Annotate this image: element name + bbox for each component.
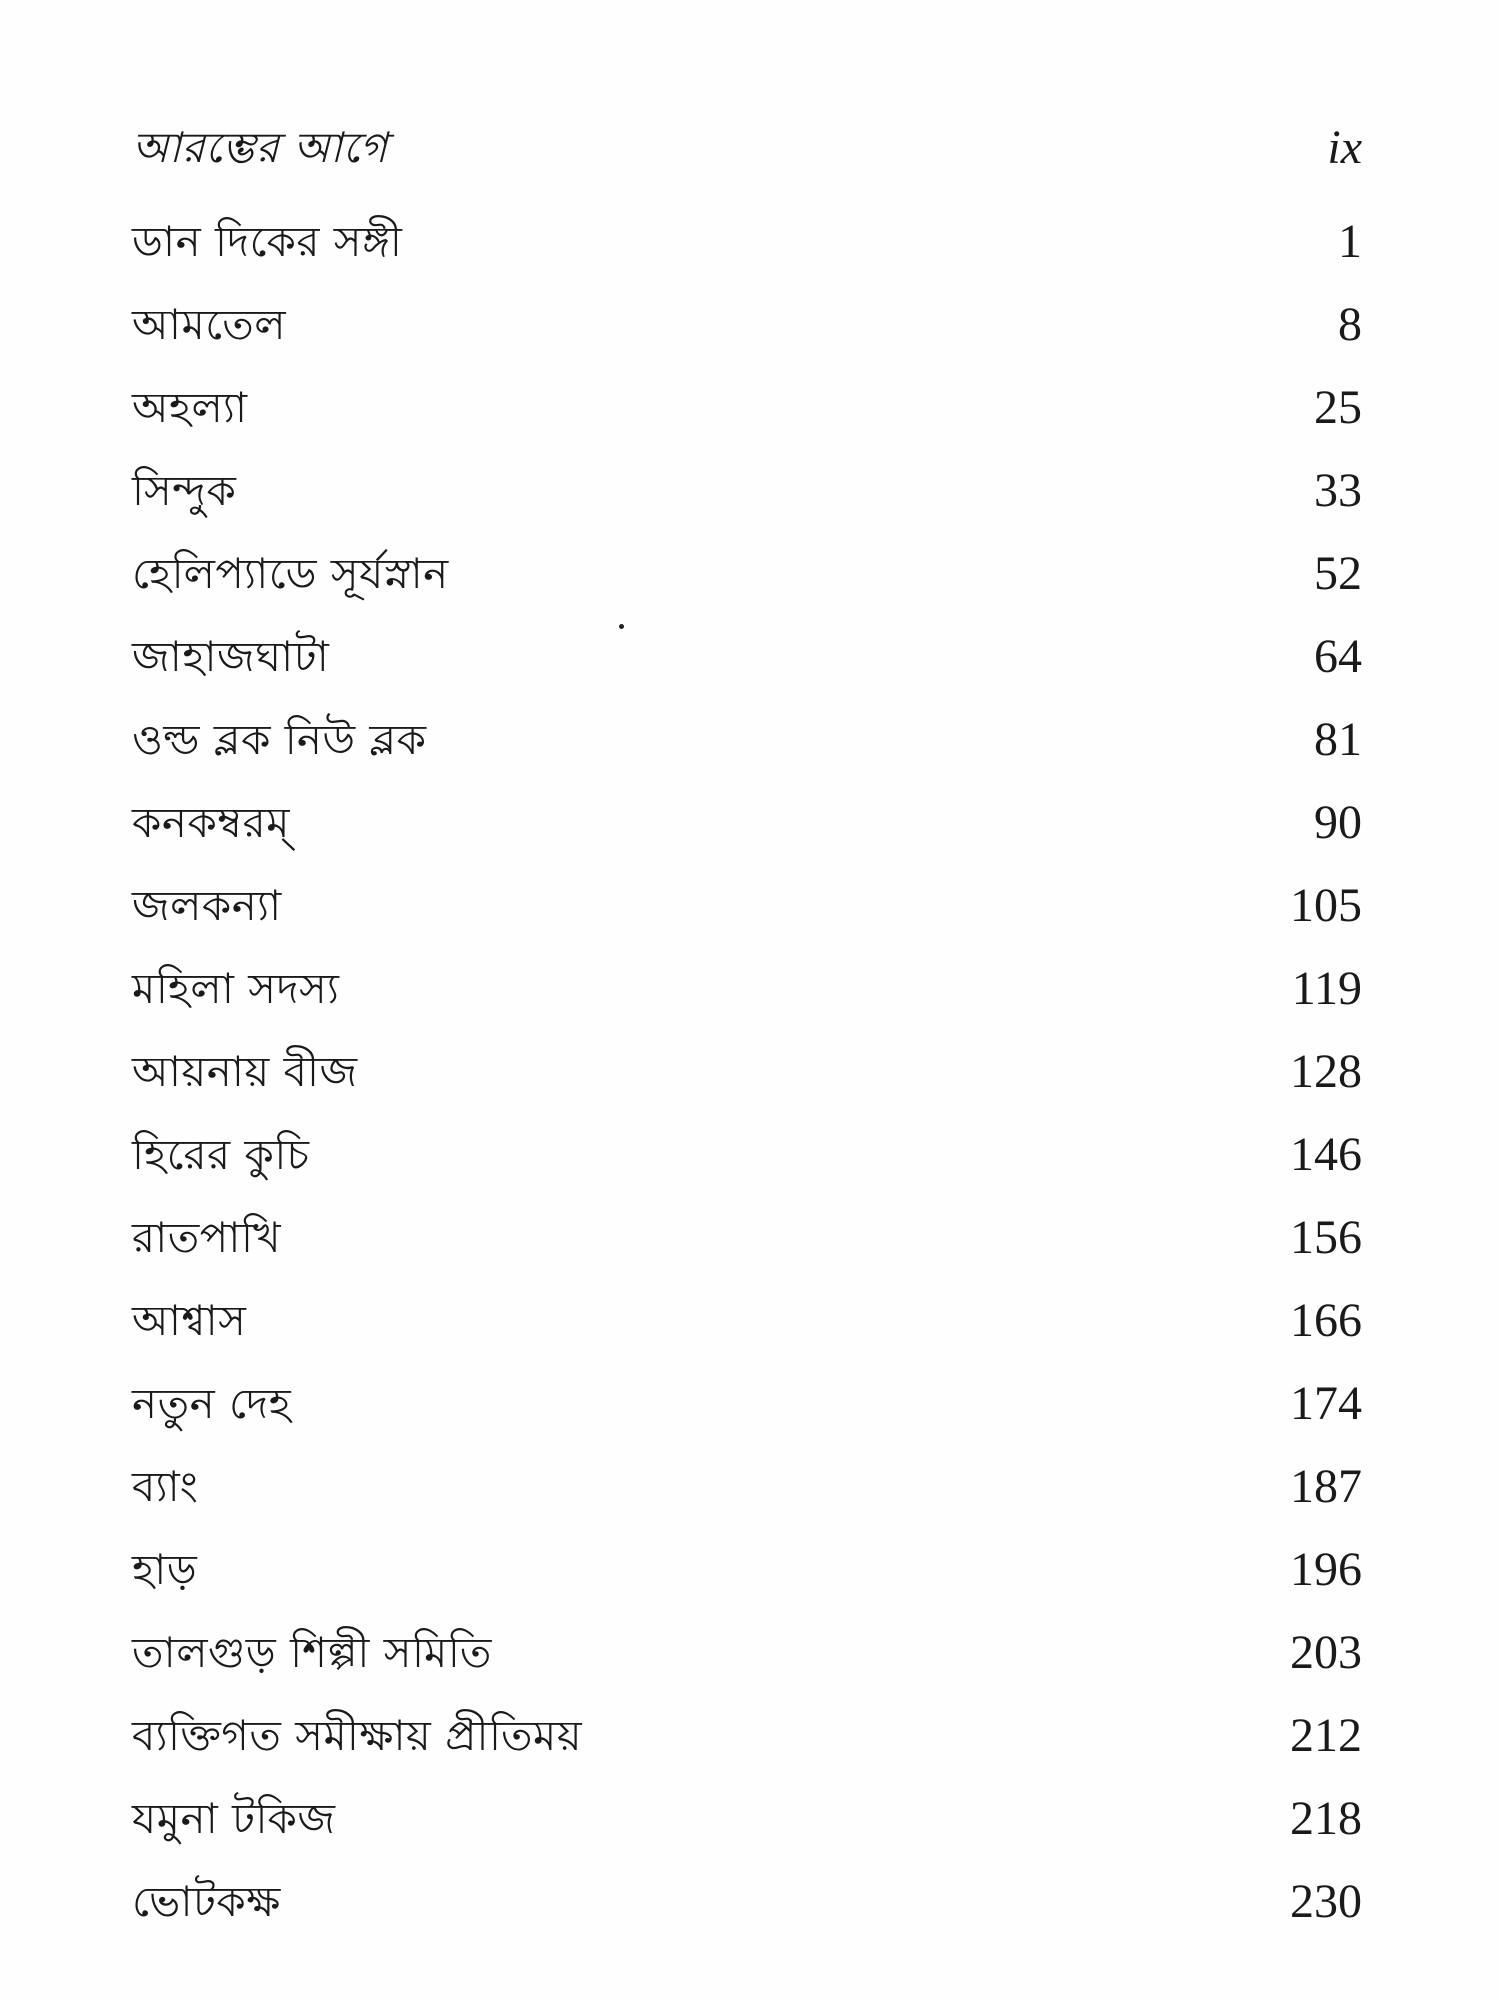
toc-entry (132, 864, 1362, 947)
toc-entry-page: 230 (1290, 1874, 1362, 1928)
toc-entry (132, 1445, 1362, 1528)
toc-entry-title: ভোটকক্ষ (132, 1876, 281, 1926)
toc-entry (132, 532, 1362, 615)
toc-entry-title: যমুনা টকিজ (132, 1793, 336, 1843)
toc-entry-title: আমতেল (132, 299, 286, 349)
toc-entry-page: 166 (1290, 1293, 1362, 1347)
toc-entry (132, 1611, 1362, 1694)
toc-entry-title: কনকম্বরম্ (132, 797, 291, 847)
toc-entry-title: ব্যক্তিগত সমীক্ষায় প্রীতিময় (132, 1710, 583, 1760)
toc-entry (132, 283, 1362, 366)
toc-entry-page: 33 (1314, 463, 1362, 517)
toc-entry-page: 25 (1314, 380, 1362, 434)
toc-entry (132, 1528, 1362, 1611)
toc-entry (132, 449, 1362, 532)
toc-entry-title: ডান দিকের সঙ্গী (132, 216, 403, 266)
toc-entry-page: 119 (1291, 961, 1362, 1015)
toc-entry-page: 105 (1290, 878, 1362, 932)
toc-entry (132, 200, 1362, 283)
toc-entry (132, 1694, 1362, 1777)
toc-entry-preface (132, 112, 1362, 184)
toc-entry-title: আরম্ভের আগে (132, 123, 388, 172)
toc-entry-page: 212 (1290, 1708, 1362, 1762)
toc-entry-title: জলকন্যা (132, 880, 282, 930)
toc-entry (132, 947, 1362, 1030)
toc-entry-page: 203 (1290, 1625, 1362, 1679)
toc-entry-page: 174 (1290, 1376, 1362, 1430)
toc-entry (132, 615, 1362, 698)
toc-entry-title: জাহাজঘাটা (132, 631, 330, 681)
toc-entry (132, 1777, 1362, 1860)
toc-entry-title: মহিলা সদস্য (132, 963, 340, 1013)
toc-entry-page: 8 (1338, 297, 1362, 351)
toc-entry-page: 156 (1290, 1210, 1362, 1264)
toc-entry-page: ix (1327, 121, 1362, 174)
toc-entry-title: রাতপাখি (132, 1212, 282, 1262)
toc-entry-page: 1 (1338, 214, 1362, 268)
toc-entry-title: ব্যাং (132, 1461, 199, 1511)
toc-entry-title: হাড় (132, 1544, 198, 1594)
toc-entry (132, 1030, 1362, 1113)
toc-entry (132, 1860, 1362, 1943)
toc-entry-page: 187 (1290, 1459, 1362, 1513)
toc-entry-title: আশ্বাস (132, 1295, 247, 1345)
toc-entry-page: 146 (1290, 1127, 1362, 1181)
toc-entry (132, 1362, 1362, 1445)
toc-entry-page: 64 (1314, 629, 1362, 683)
toc-entry-page: 218 (1290, 1791, 1362, 1845)
toc-entry-page: 52 (1314, 546, 1362, 600)
toc-entry (132, 1113, 1362, 1196)
toc-entry-title: সিন্দুক (132, 465, 237, 515)
toc-entry-title: হিরের কুচি (132, 1129, 310, 1179)
toc-entry-title: আয়নায় বীজ (132, 1046, 358, 1096)
toc-entry (132, 1279, 1362, 1362)
toc-entry-page: 90 (1314, 795, 1362, 849)
toc-entry-title: হেলিপ্যাডে সূর্যস্নান (132, 548, 449, 598)
toc-entry (132, 781, 1362, 864)
toc-entry-title: ওল্ড ব্লক নিউ ব্লক (132, 714, 427, 764)
toc-entry-page: 128 (1290, 1044, 1362, 1098)
toc-entry (132, 698, 1362, 781)
toc-entry (132, 366, 1362, 449)
toc-entry (132, 1196, 1362, 1279)
table-of-contents (132, 112, 1362, 1943)
toc-entry-title: তালগুড় শিল্পী সমিতি (132, 1627, 492, 1677)
toc-entry-title: নতুন দেহ (132, 1378, 292, 1428)
toc-entry-title: অহল্যা (132, 382, 248, 432)
toc-entry-page: 81 (1314, 712, 1362, 766)
toc-entry-page: 196 (1290, 1542, 1362, 1596)
